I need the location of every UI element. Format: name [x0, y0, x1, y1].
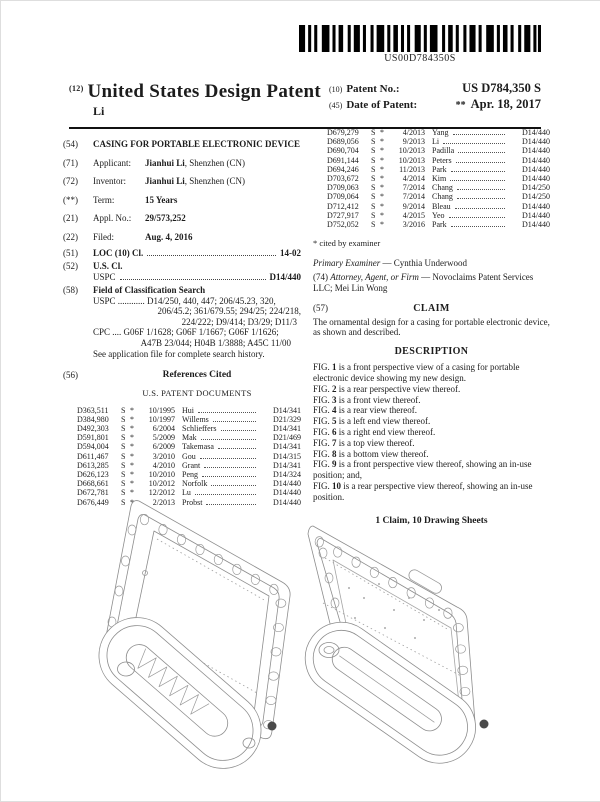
- inid-10: (10): [329, 85, 343, 94]
- dotted-leader: [120, 279, 266, 280]
- date-of-patent-label: Date of Patent:: [346, 99, 418, 111]
- citation-row: D363,511 S * 10/1995 Hui D14/341: [77, 405, 301, 415]
- right-column: [313, 128, 550, 526]
- dotted-leader: [147, 255, 276, 256]
- field-58-classification-search: (58) Field of Classification Search USPC ............ D14/250, 440, 447; 206/45.23, 320, 206/45.2; 361/679.55; 294/25; 224/218, 224/222; D9/414; D3/29; D11/3 CPC .... G06F 1/1628; G06F 1/1667; G06F 1/1626; A47B 23/044; H04B 1/3888; A45C 11/00 See application file for complete search history.: [63, 284, 301, 359]
- citation-row: D727,917 S * 4/2015 Yeo D14/440: [327, 210, 550, 220]
- citation-row: D689,056 S * 9/2013 Li D14/440: [327, 137, 550, 147]
- field-51-loc: (51) LOC (10) Cl. 14-02: [63, 247, 301, 258]
- field-term: (**) Term: 15 Years: [63, 194, 178, 205]
- field-52-us-cl: (52) U.S. Cl. USPC D14/440: [63, 260, 301, 282]
- loc-class: 14-02: [280, 247, 301, 258]
- citation-row: D709,064 S * 7/2014 Chang D14/250: [327, 192, 550, 202]
- figure-descriptions: [313, 362, 550, 502]
- drawing-front-perspective: [53, 493, 303, 798]
- attorney-line: (74) Attorney, Agent, or Firm — Novoclaims Patent Services LLC; Mei Lin Wong: [313, 272, 534, 293]
- citation-row: D694,246 S * 11/2013 Park D14/440: [327, 164, 550, 174]
- field-56-references: (56) References Cited U.S. PATENT DOCUMENTS: [63, 370, 301, 399]
- citation-row: D676,449 S * 2/2013 Probst D14/440: [77, 497, 301, 507]
- citation-row: D613,285 S * 4/2010 Grant D14/341: [77, 460, 301, 470]
- citation-row: D626,123 S * 10/2010 Peng D14/324: [77, 469, 301, 479]
- barcode-number: US00D784350S: [384, 53, 456, 64]
- fig-description: FIG. 1 is a front perspective view of a casing for portable electronic device showing my new design.: [313, 362, 520, 384]
- patent-no-value: US D784,350 S: [462, 81, 541, 95]
- citation-list-right: [327, 128, 550, 229]
- fig-description: FIG. 2 is a rear perspective view thereof.: [313, 383, 461, 394]
- inid-12: (12): [69, 84, 84, 93]
- claim-heading: CLAIM: [413, 302, 450, 314]
- term-value: 15 Years: [145, 194, 178, 205]
- citation-row: D679,279 S * 4/2013 Yang D14/440: [327, 128, 550, 137]
- applicant-name: Jianhui Li: [145, 157, 185, 168]
- drawing-rear-perspective: [289, 498, 539, 798]
- citation-row: D384,980 S * 10/1997 Willems D21/329: [77, 414, 301, 424]
- cited-by-examiner-note: * cited by examiner: [313, 238, 381, 249]
- inid-57: (57): [313, 302, 328, 313]
- patent-no-label: Patent No.:: [346, 83, 400, 95]
- fig-description: FIG. 8 is a bottom view thereof.: [313, 448, 429, 459]
- patent-number-row: [329, 81, 541, 97]
- field-22-filed: (22) Filed: Aug. 4, 2016: [63, 231, 193, 242]
- patent-date-row: [329, 97, 541, 113]
- search-history-note: See application file for complete search history.: [93, 349, 265, 359]
- citation-row: D712,412 S * 9/2014 Bleau D14/440: [327, 201, 550, 211]
- filing-date: Aug. 4, 2016: [145, 231, 193, 242]
- description-heading: DESCRIPTION: [394, 346, 469, 358]
- inid-45: (45): [329, 101, 343, 110]
- header-right: [329, 81, 541, 119]
- primary-examiner-line: Primary Examiner — Cynthia Underwood: [313, 258, 467, 269]
- field-54-title: (54) CASING FOR PORTABLE ELECTRONIC DEVICE: [63, 139, 301, 149]
- citation-row: D703,672 S * 4/2014 Kim D14/440: [327, 174, 550, 184]
- fig-description: FIG. 10 is a rear perspective view thereof, showing an in-use position.: [313, 480, 533, 502]
- claim-text: The ornamental design for a casing for portable electronic device, as shown and described.: [313, 316, 550, 338]
- fig-description: FIG. 5 is a left end view thereof.: [313, 416, 431, 427]
- term-extension-stars: **: [455, 100, 466, 111]
- fig-description: FIG. 3 is a front view thereof.: [313, 394, 421, 405]
- citation-row: D672,781 S * 12/2012 Lu D14/440: [77, 488, 301, 498]
- claim-heading-row: [313, 303, 550, 314]
- citation-row: D611,467 S * 3/2010 Gou D14/315: [77, 451, 301, 461]
- application-number: 29/573,252: [145, 213, 186, 223]
- fig-description: FIG. 7 is a top view thereof.: [313, 437, 415, 448]
- citation-row: D690,704 S * 10/2013 Padilla D14/440: [327, 146, 550, 156]
- barcode: [299, 25, 541, 64]
- citation-row: D691,144 S * 10/2013 Peters D14/440: [327, 155, 550, 165]
- header: [69, 81, 541, 119]
- first-inventor-name: Li: [93, 104, 105, 118]
- fig-description: FIG. 4 is a rear view thereof.: [313, 405, 417, 416]
- field-72-inventor: (72) Inventor: Jianhui Li, Shenzhen (CN): [63, 176, 246, 186]
- citation-row: D492,303 S * 6/2004 Schlieffers D14/341: [77, 423, 301, 433]
- citation-row: D594,004 S * 6/2009 Takemasa D14/341: [77, 442, 301, 452]
- citation-row: D591,801 S * 5/2009 Mak D21/469: [77, 433, 301, 443]
- uspc-class: D14/440: [269, 271, 301, 282]
- fig-description: FIG. 9 is a front perspective view thereof, showing an in-use position; and,: [313, 459, 532, 481]
- references-cited-heading: References Cited: [162, 369, 232, 380]
- citation-row: D668,661 S * 10/2012 Norfolk D14/440: [77, 479, 301, 489]
- citation-row: D752,052 S * 3/2016 Park D14/440: [327, 220, 550, 230]
- barcode-bars: [299, 25, 541, 52]
- claims-sheets-note: 1 Claim, 10 Drawing Sheets: [375, 515, 488, 526]
- citation-row: D709,063 S * 7/2014 Chang D14/250: [327, 183, 550, 193]
- field-21-appl-no: (21) Appl. No.: 29/573,252: [63, 213, 186, 223]
- left-column: [63, 139, 301, 507]
- inventor-name: Jianhui Li: [145, 176, 185, 186]
- field-71-applicant: (71) Applicant: Jianhui Li, Shenzhen (CN): [63, 157, 246, 168]
- document-type: $^{(12)}$ United States Design Patent: [69, 81, 321, 102]
- citation-list-left: [77, 406, 301, 507]
- invention-title: CASING FOR PORTABLE ELECTRONIC DEVICE: [93, 139, 301, 149]
- fig-description: FIG. 6 is a right end view thereof.: [313, 427, 436, 437]
- header-left: [69, 81, 321, 119]
- us-patent-documents-heading: U.S. PATENT DOCUMENTS: [142, 387, 252, 398]
- date-of-patent-value: ** Apr. 18, 2017: [455, 97, 541, 111]
